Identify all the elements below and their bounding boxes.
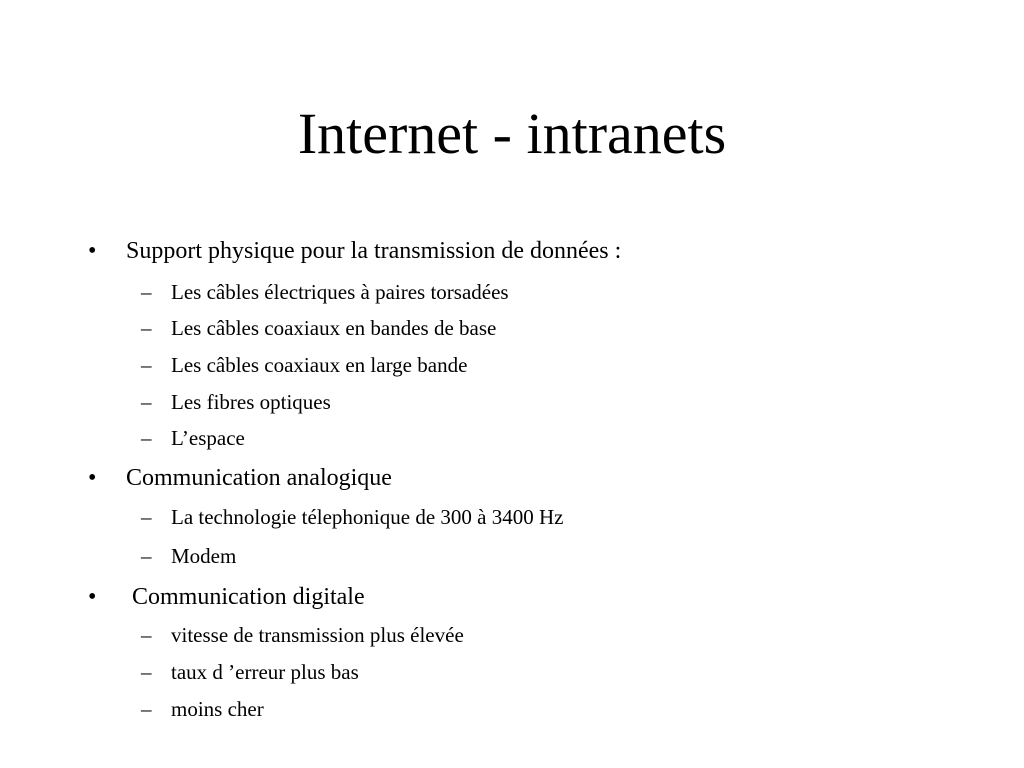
- bullet-label: Support physique pour la transmission de données :: [126, 238, 622, 264]
- sub-item-label: moins cher: [171, 697, 264, 721]
- sub-item-label: Les fibres optiques: [171, 390, 331, 414]
- sub-item-label: Les câbles électriques à paires torsadées: [171, 280, 509, 304]
- sub-item-label: Modem: [171, 544, 237, 568]
- bullet-marker: •: [88, 465, 97, 491]
- dash-marker: –: [141, 280, 152, 304]
- bullet-label: Communication digitale: [126, 584, 365, 610]
- dash-marker: –: [141, 316, 152, 340]
- bullet-marker: •: [88, 238, 97, 264]
- sub-item-label: L’espace: [171, 426, 245, 450]
- dash-marker: –: [141, 390, 152, 414]
- sub-item-label: vitesse de transmission plus élevée: [171, 623, 464, 647]
- dash-marker: –: [141, 697, 152, 721]
- dash-marker: –: [141, 353, 152, 377]
- sub-item-label: taux d ’erreur plus bas: [171, 660, 359, 684]
- bullet-marker: •: [88, 584, 97, 610]
- sub-item-label: Les câbles coaxiaux en large bande: [171, 353, 468, 377]
- dash-marker: –: [141, 505, 152, 529]
- dash-marker: –: [141, 623, 152, 647]
- sub-item-label: Les câbles coaxiaux en bandes de base: [171, 316, 497, 340]
- dash-marker: –: [141, 544, 152, 568]
- dash-marker: –: [141, 426, 152, 450]
- slide-title: Internet - intranets: [297, 101, 727, 166]
- sub-item-label: La technologie télephonique de 300 à 3400 Hz: [171, 505, 564, 529]
- dash-marker: –: [141, 660, 152, 684]
- bullet-label: Communication analogique: [126, 465, 392, 491]
